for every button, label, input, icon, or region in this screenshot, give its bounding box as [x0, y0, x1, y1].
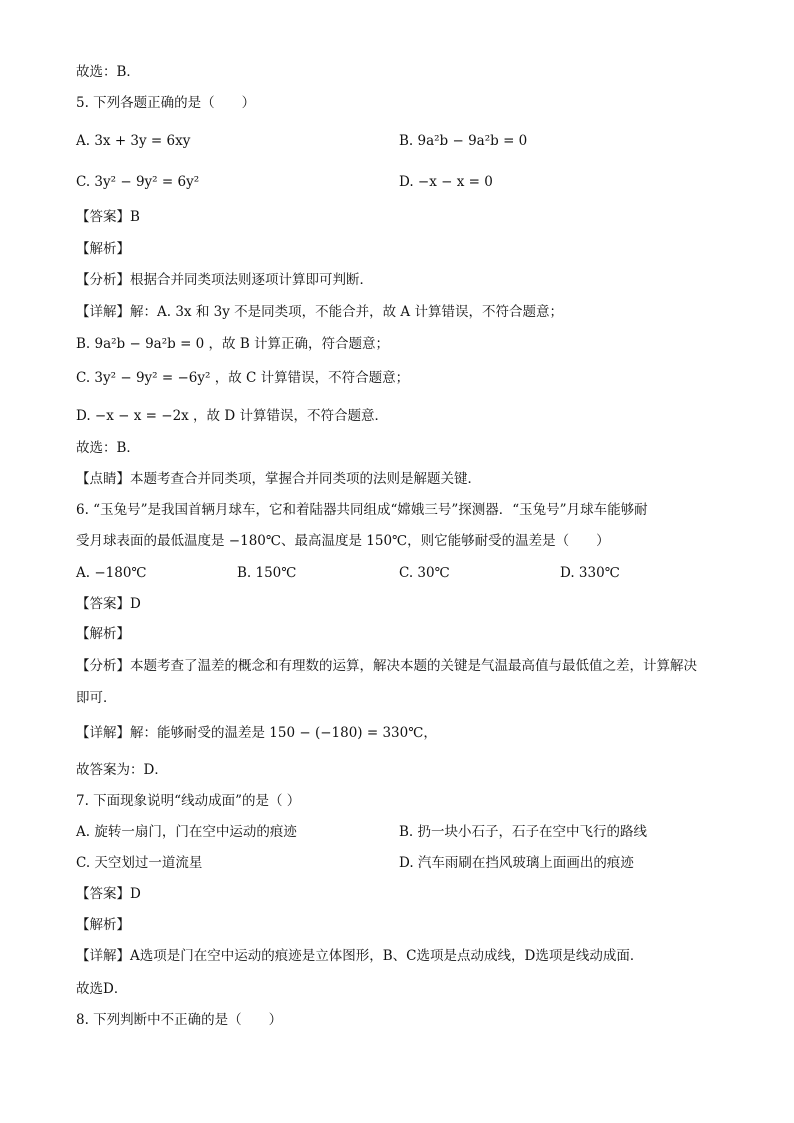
- q6-analysis-line2: 即可．: [76, 690, 117, 706]
- q6-option-b: B. 150℃: [237, 565, 297, 581]
- q5-analysis-heading: 【解析】: [76, 241, 130, 257]
- q6-analysis-heading: 【解析】: [76, 626, 130, 642]
- question-8-stem: 8. 下列判断中不正确的是（ ）: [76, 1012, 283, 1028]
- q5-option-a: A. 3x + 3y = 6xy: [76, 133, 191, 149]
- q5-analysis: 【分析】根据合并同类项法则逐项计算即可判断．: [76, 272, 373, 288]
- q7-analysis-heading: 【解析】: [76, 917, 130, 933]
- q7-detail: 【详解】A选项是门在空中运动的痕迹是立体图形，B、C选项是点动成线，D选项是线动成面．: [76, 948, 644, 964]
- q6-conclusion: 故答案为：D．: [76, 762, 168, 778]
- q5-remark: 【点睛】本题考查合并同类项，掌握合并同类项的法则是解题关键．: [76, 471, 481, 487]
- q5-detail-c: C. 3y² − 9y² = −6y² ，故 C 计算错误，不符合题意；: [76, 370, 410, 386]
- q6-option-d: D. 330℃: [560, 565, 620, 581]
- q5-detail-d: D. −x − x = −2x ，故 D 计算错误，不符合题意．: [76, 408, 388, 424]
- question-6-stem-line1: 6. “玉兔号”是我国首辆月球车，它和着陆器共同组成“嫦娥三号”探测器．“玉兔号”月球车能够耐: [76, 502, 648, 518]
- q5-answer: 【答案】B: [76, 209, 140, 225]
- q6-option-a: A. −180℃: [76, 565, 147, 581]
- q5-detail-a: 【详解】解：A. 3x 和 3y 不是同类项，不能合并，故 A 计算错误，不符合题意；: [76, 304, 563, 320]
- q6-analysis-line1: 【分析】本题考查了温差的概念和有理数的运算，解决本题的关键是气温最高值与最低值之差，计算解决: [76, 658, 697, 674]
- q5-option-c: C. 3y² − 9y² = 6y²: [76, 174, 200, 190]
- q5-conclusion: 故选：B．: [76, 440, 140, 456]
- q7-conclusion: 故选D．: [76, 981, 128, 997]
- q7-option-a: A. 旋转一扇门，门在空中运动的痕迹: [76, 824, 297, 840]
- q7-answer: 【答案】D: [76, 886, 141, 902]
- q7-option-d: D. 汽车雨刷在挡风玻璃上面画出的痕迹: [399, 855, 634, 871]
- question-5-stem: 5. 下列各题正确的是（ ）: [76, 95, 256, 111]
- q6-answer: 【答案】D: [76, 596, 141, 612]
- question-6-stem-line2: 受月球表面的最低温度是 −180℃、最高温度是 150℃，则它能够耐受的温差是（ ）: [76, 533, 610, 549]
- q6-option-c: C. 30℃: [399, 565, 450, 581]
- q5-detail-b: B. 9a²b − 9a²b = 0 ，故 B 计算正确，符合题意；: [76, 336, 390, 352]
- question-7-stem: 7. 下面现象说明“线动成面”的是（ ）: [76, 793, 301, 809]
- q7-option-c: C. 天空划过一道流星: [76, 855, 203, 871]
- prev-conclusion: 故选：B．: [76, 64, 140, 80]
- q5-option-b: B. 9a²b − 9a²b = 0: [399, 133, 528, 149]
- q5-option-d: D. −x − x = 0: [399, 174, 493, 190]
- q6-detail: 【详解】解：能够耐受的温差是 150 − (−180) = 330℃，: [76, 725, 437, 741]
- q7-option-b: B. 扔一块小石子，石子在空中飞行的路线: [399, 824, 648, 840]
